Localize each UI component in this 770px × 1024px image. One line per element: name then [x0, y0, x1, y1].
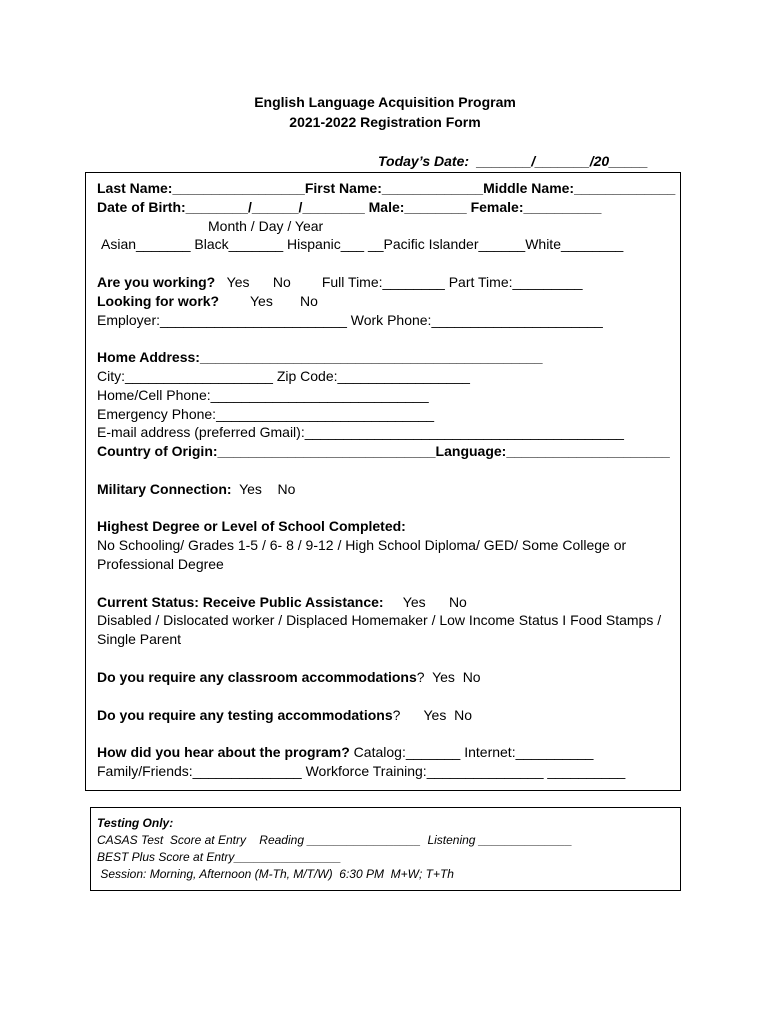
- looking-label: Looking for work?: [97, 293, 220, 309]
- military-options[interactable]: Yes No: [231, 481, 296, 497]
- testing-label: Do you require any testing accommodations: [97, 707, 393, 723]
- military-line[interactable]: [97, 481, 295, 498]
- working-options[interactable]: Yes No Full Time:________ Part Time:_________: [215, 274, 583, 290]
- working-label: Are you working?: [97, 274, 216, 290]
- email-line[interactable]: E-mail address (preferred Gmail):_________________________________________: [97, 424, 624, 440]
- referral-label: How did you hear about the program?: [97, 744, 350, 760]
- city-zip-line[interactable]: City:___________________ Zip Code:_________________: [97, 368, 470, 384]
- degree-options-1[interactable]: No Schooling/ Grades 1-5 / 6- 8 / 9-12 / High School Diploma/ GED/ Some College or: [97, 537, 627, 553]
- home-address-line[interactable]: Home Address:____________________________________________: [97, 349, 543, 365]
- looking-line[interactable]: [97, 293, 318, 310]
- casas-line[interactable]: CASAS Test Score at Entry Reading _________________ Listening ______________: [97, 833, 573, 847]
- employer-line[interactable]: Employer:________________________ Work Phone:______________________: [97, 312, 603, 328]
- form-title: English Language Acquisition Program: [254, 94, 516, 110]
- assistance-options[interactable]: Yes No: [383, 594, 467, 610]
- name-line[interactable]: Last Name:_________________First Name:_____________Middle Name:_____________: [97, 180, 676, 196]
- status-options-1[interactable]: Disabled / Dislocated worker / Displaced Homemaker / Low Income Status I Food Stamps /: [97, 612, 662, 628]
- best-plus-line[interactable]: BEST Plus Score at Entry________________: [97, 850, 342, 864]
- ethnicity-line[interactable]: Asian_______ Black_______ Hispanic___ __Pacific Islander______White________: [101, 236, 624, 252]
- testing-options[interactable]: ? Yes No: [392, 707, 473, 723]
- looking-options[interactable]: Yes No: [219, 293, 318, 309]
- dob-format-label: Month / Day / Year: [208, 218, 324, 234]
- dob-gender-line[interactable]: Date of Birth:________/______/________ Male:________ Female:__________: [97, 199, 602, 215]
- session-line[interactable]: Session: Morning, Afternoon (M-Th, M/T/W) 6:30 PM M+W; T+Th: [97, 867, 454, 881]
- testing-accommodations-line[interactable]: [97, 707, 472, 724]
- classroom-options[interactable]: ? Yes No: [416, 669, 481, 685]
- degree-options-2[interactable]: Professional Degree: [97, 556, 224, 572]
- assistance-label: Current Status: Receive Public Assistance:: [97, 594, 384, 610]
- referral-options[interactable]: Catalog:_______ Internet:__________: [349, 744, 594, 760]
- military-label: Military Connection:: [97, 481, 232, 497]
- degree-heading: Highest Degree or Level of School Completed:: [97, 518, 406, 534]
- classroom-label: Do you require any classroom accommodations: [97, 669, 417, 685]
- status-options-2[interactable]: Single Parent: [97, 631, 182, 647]
- working-line[interactable]: [97, 274, 583, 291]
- assistance-line[interactable]: [97, 594, 467, 611]
- emergency-phone-line[interactable]: Emergency Phone:____________________________: [97, 406, 435, 422]
- todays-date-line[interactable]: Today’s Date: _______/_______/20_____: [378, 153, 649, 169]
- classroom-accommodations-line[interactable]: [97, 669, 481, 686]
- testing-only-label: Testing Only:: [97, 816, 174, 830]
- referral-options-2[interactable]: Family/Friends:______________ Workforce Training:_______________ __________: [97, 763, 626, 779]
- referral-line[interactable]: [97, 744, 593, 761]
- home-phone-line[interactable]: Home/Cell Phone:____________________________: [97, 387, 429, 403]
- country-language-line[interactable]: Country of Origin:____________________________Language:_____________________: [97, 443, 670, 459]
- form-subtitle: 2021-2022 Registration Form: [289, 114, 481, 130]
